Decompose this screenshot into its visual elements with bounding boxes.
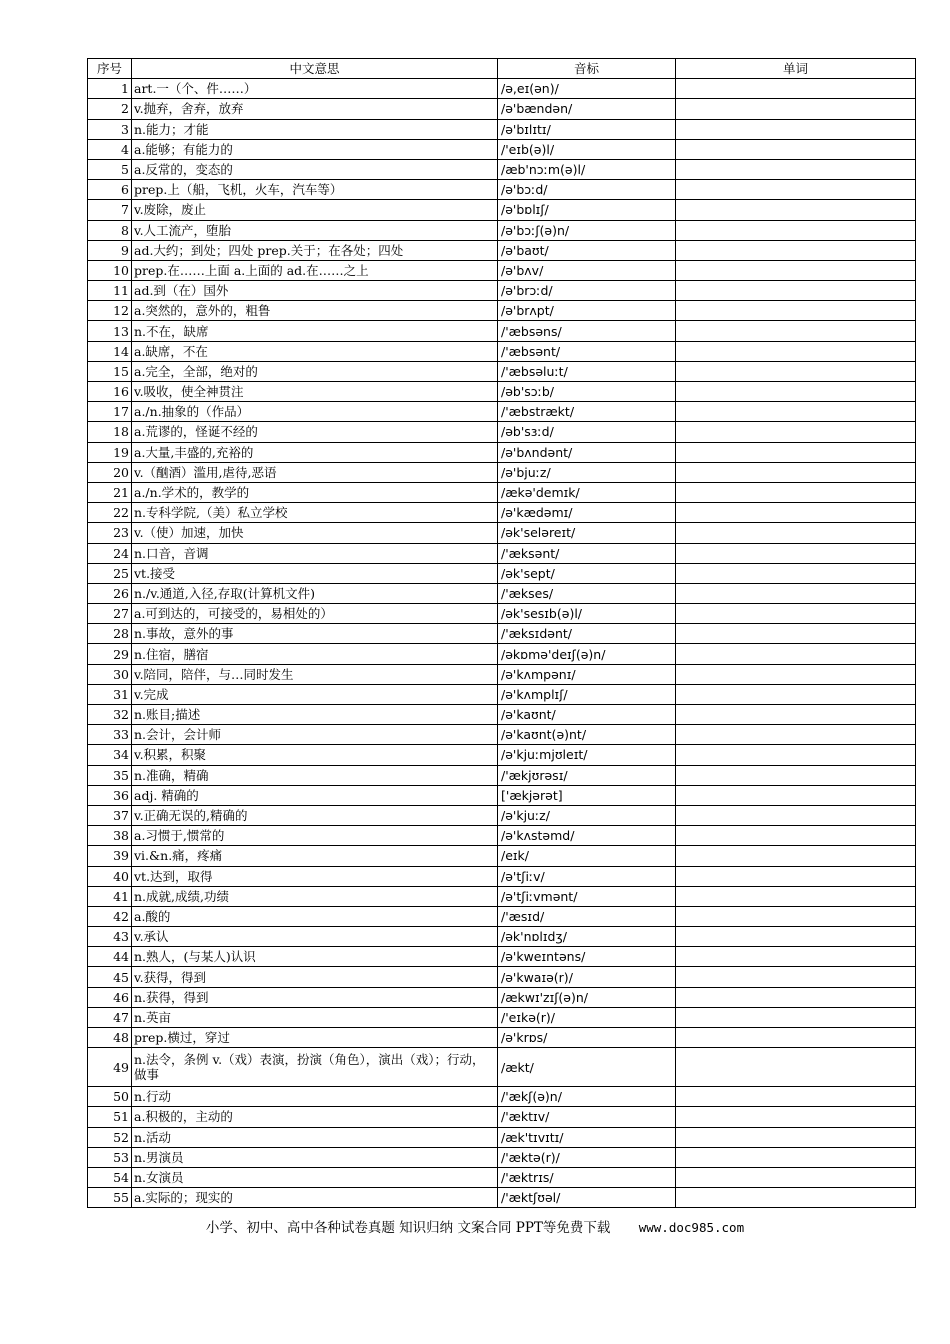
- table-row: [88, 826, 916, 846]
- row-number: 44: [88, 947, 132, 967]
- row-number: 52: [88, 1127, 132, 1147]
- table-body: [88, 79, 916, 1208]
- row-number: 27: [88, 604, 132, 624]
- row-meaning: a.突然的，意外的，粗鲁: [132, 301, 498, 321]
- row-meaning: n./v.通道,入径,存取(计算机文件): [132, 583, 498, 603]
- row-meaning: v.（使）加速，加快: [132, 523, 498, 543]
- row-number: 16: [88, 382, 132, 402]
- row-number: 55: [88, 1188, 132, 1208]
- row-phonetic: /'ækjʊrəsɪ/: [498, 765, 676, 785]
- row-phonetic: /ə'krɒs/: [498, 1028, 676, 1048]
- row-word-cell: [676, 503, 916, 523]
- row-phonetic: /ə'kʌstəmd/: [498, 826, 676, 846]
- row-number: 30: [88, 664, 132, 684]
- header-row: [88, 59, 916, 79]
- table-row: [88, 159, 916, 179]
- table-row: [88, 119, 916, 139]
- row-number: 33: [88, 725, 132, 745]
- row-word-cell: [676, 563, 916, 583]
- row-number: 29: [88, 644, 132, 664]
- row-number: 35: [88, 765, 132, 785]
- row-number: 13: [88, 321, 132, 341]
- row-meaning: n.男演员: [132, 1147, 498, 1167]
- table-row: [88, 805, 916, 825]
- row-word-cell: [676, 1188, 916, 1208]
- row-meaning: v.吸收，使全神贯注: [132, 382, 498, 402]
- row-word-cell: [676, 745, 916, 765]
- row-word-cell: [676, 159, 916, 179]
- row-phonetic: /'æksɪdənt/: [498, 624, 676, 644]
- table-row: [88, 846, 916, 866]
- row-number: 22: [88, 503, 132, 523]
- row-number: 40: [88, 866, 132, 886]
- table-row: [88, 382, 916, 402]
- row-meaning: n.行动: [132, 1087, 498, 1107]
- footer-url: www.doc985.com: [638, 1220, 745, 1235]
- row-word-cell: [676, 1048, 916, 1087]
- row-phonetic: /ə'tʃiːv/: [498, 866, 676, 886]
- row-meaning: v.完成: [132, 684, 498, 704]
- row-word-cell: [676, 705, 916, 725]
- table-row: [88, 139, 916, 159]
- table-row: [88, 604, 916, 624]
- row-phonetic: /'æktə(r)/: [498, 1147, 676, 1167]
- row-word-cell: [676, 725, 916, 745]
- row-meaning: a.可到达的，可接受的，易相处的）: [132, 604, 498, 624]
- row-word-cell: [676, 99, 916, 119]
- row-phonetic: /ək'seləreɪt/: [498, 523, 676, 543]
- row-phonetic: /æk'tɪvɪtɪ/: [498, 1127, 676, 1147]
- row-number: 43: [88, 927, 132, 947]
- table-row: [88, 462, 916, 482]
- table-row: [88, 1048, 916, 1087]
- header-meaning: 中文意思: [132, 59, 498, 79]
- table-row: [88, 361, 916, 381]
- row-word-cell: [676, 119, 916, 139]
- row-meaning: a.能够；有能力的: [132, 139, 498, 159]
- row-phonetic: /'ækʃ(ə)n/: [498, 1087, 676, 1107]
- row-word-cell: [676, 361, 916, 381]
- row-phonetic: /ækə'demɪk/: [498, 482, 676, 502]
- row-number: 18: [88, 422, 132, 442]
- table-row: [88, 442, 916, 462]
- row-word-cell: [676, 281, 916, 301]
- table-row: [88, 664, 916, 684]
- table-row: [88, 422, 916, 442]
- table-row: [88, 583, 916, 603]
- row-number: 15: [88, 361, 132, 381]
- row-phonetic: /'eɪkə(r)/: [498, 1007, 676, 1027]
- row-meaning: a.缺席，不在: [132, 341, 498, 361]
- row-meaning: v.抛弃，舍弃，放弃: [132, 99, 498, 119]
- row-word-cell: [676, 1007, 916, 1027]
- row-word-cell: [676, 906, 916, 926]
- row-number: 23: [88, 523, 132, 543]
- row-phonetic: /əb'sɜːd/: [498, 422, 676, 442]
- row-number: 34: [88, 745, 132, 765]
- row-phonetic: /ə'bɪlɪtɪ/: [498, 119, 676, 139]
- row-meaning: a.荒谬的，怪诞不经的: [132, 422, 498, 442]
- row-phonetic: /ə'kʌmplɪʃ/: [498, 684, 676, 704]
- row-word-cell: [676, 583, 916, 603]
- row-meaning: n.准确，精确: [132, 765, 498, 785]
- row-word-cell: [676, 947, 916, 967]
- row-word-cell: [676, 301, 916, 321]
- table-row: [88, 1028, 916, 1048]
- row-meaning: art.一（个、件……）: [132, 79, 498, 99]
- row-word-cell: [676, 180, 916, 200]
- row-number: 21: [88, 482, 132, 502]
- table-row: [88, 886, 916, 906]
- table-row: [88, 866, 916, 886]
- row-number: 17: [88, 402, 132, 422]
- row-meaning: n.获得，得到: [132, 987, 498, 1007]
- row-meaning: a.反常的，变态的: [132, 159, 498, 179]
- row-number: 46: [88, 987, 132, 1007]
- row-meaning: prep.横过，穿过: [132, 1028, 498, 1048]
- row-phonetic: /ə'kweɪntəns/: [498, 947, 676, 967]
- row-meaning: n.成就,成绩,功绩: [132, 886, 498, 906]
- row-meaning: n.能力；才能: [132, 119, 498, 139]
- row-meaning: n.女演员: [132, 1167, 498, 1187]
- row-word-cell: [676, 422, 916, 442]
- row-meaning: prep.在……上面 a.上面的 ad.在……之上: [132, 260, 498, 280]
- row-phonetic: /ə'baʊt/: [498, 240, 676, 260]
- row-word-cell: [676, 684, 916, 704]
- row-meaning: n.专科学院,（美）私立学校: [132, 503, 498, 523]
- table-row: [88, 644, 916, 664]
- row-phonetic: /'eɪb(ə)l/: [498, 139, 676, 159]
- row-meaning: v.（酗酒）滥用,虐待,恶语: [132, 462, 498, 482]
- row-number: 54: [88, 1167, 132, 1187]
- row-meaning: a.积极的，主动的: [132, 1107, 498, 1127]
- row-meaning: n.活动: [132, 1127, 498, 1147]
- table-row: [88, 503, 916, 523]
- table-row: [88, 684, 916, 704]
- table-row: [88, 906, 916, 926]
- row-number: 9: [88, 240, 132, 260]
- header-number: 序号: [88, 59, 132, 79]
- row-meaning: n.账目;描述: [132, 705, 498, 725]
- row-number: 49: [88, 1048, 132, 1087]
- row-meaning: vt.达到，取得: [132, 866, 498, 886]
- row-phonetic: /ə'brʌpt/: [498, 301, 676, 321]
- row-word-cell: [676, 1147, 916, 1167]
- row-phonetic: /ək'sesɪb(ə)l/: [498, 604, 676, 624]
- row-number: 20: [88, 462, 132, 482]
- table-row: [88, 321, 916, 341]
- row-meaning: n.口音，音调: [132, 543, 498, 563]
- table-row: [88, 967, 916, 987]
- row-word-cell: [676, 765, 916, 785]
- table-row: [88, 99, 916, 119]
- row-meaning: a.完全，全部，绝对的: [132, 361, 498, 381]
- row-number: 47: [88, 1007, 132, 1027]
- table-row: [88, 624, 916, 644]
- row-number: 37: [88, 805, 132, 825]
- table-row: [88, 987, 916, 1007]
- row-phonetic: /əkɒmə'deɪʃ(ə)n/: [498, 644, 676, 664]
- row-meaning: a./n.学术的，教学的: [132, 482, 498, 502]
- row-number: 26: [88, 583, 132, 603]
- row-number: 1: [88, 79, 132, 99]
- row-phonetic: /ək'nɒlɪdʒ/: [498, 927, 676, 947]
- row-word-cell: [676, 382, 916, 402]
- table-row: [88, 543, 916, 563]
- row-phonetic: /'æktrɪs/: [498, 1167, 676, 1187]
- page-footer: [0, 1216, 950, 1236]
- row-phonetic: /ə'kwaɪə(r)/: [498, 967, 676, 987]
- row-phonetic: /ækt/: [498, 1048, 676, 1087]
- row-meaning: n.不在，缺席: [132, 321, 498, 341]
- row-phonetic: /ə'bɒlɪʃ/: [498, 200, 676, 220]
- row-word-cell: [676, 1028, 916, 1048]
- row-number: 36: [88, 785, 132, 805]
- row-number: 4: [88, 139, 132, 159]
- row-meaning: adj. 精确的: [132, 785, 498, 805]
- row-meaning: v.承认: [132, 927, 498, 947]
- row-word-cell: [676, 826, 916, 846]
- row-word-cell: [676, 240, 916, 260]
- table-row: [88, 1087, 916, 1107]
- row-word-cell: [676, 967, 916, 987]
- row-number: 32: [88, 705, 132, 725]
- table-row: [88, 260, 916, 280]
- table-row: [88, 1107, 916, 1127]
- row-number: 31: [88, 684, 132, 704]
- row-word-cell: [676, 402, 916, 422]
- row-meaning: n.熟人，(与某人)认识: [132, 947, 498, 967]
- row-phonetic: /ək'sept/: [498, 563, 676, 583]
- row-word-cell: [676, 462, 916, 482]
- row-meaning: v.正确无误的,精确的: [132, 805, 498, 825]
- row-number: 5: [88, 159, 132, 179]
- table-row: [88, 281, 916, 301]
- table-row: [88, 301, 916, 321]
- row-meaning: vt.接受: [132, 563, 498, 583]
- row-meaning: vi.&n.痛，疼痛: [132, 846, 498, 866]
- row-number: 53: [88, 1147, 132, 1167]
- row-word-cell: [676, 1127, 916, 1147]
- row-phonetic: /eɪk/: [498, 846, 676, 866]
- row-phonetic: /ə'bændən/: [498, 99, 676, 119]
- row-number: 11: [88, 281, 132, 301]
- row-meaning: a.大量,丰盛的,充裕的: [132, 442, 498, 462]
- table-row: [88, 523, 916, 543]
- row-word-cell: [676, 1107, 916, 1127]
- row-number: 50: [88, 1087, 132, 1107]
- table-row: [88, 1167, 916, 1187]
- row-meaning: a./n.抽象的（作品）: [132, 402, 498, 422]
- row-word-cell: [676, 886, 916, 906]
- row-meaning: v.人工流产，堕胎: [132, 220, 498, 240]
- table-row: [88, 705, 916, 725]
- row-meaning: v.获得，得到: [132, 967, 498, 987]
- row-meaning: v.积累，积聚: [132, 745, 498, 765]
- row-number: 6: [88, 180, 132, 200]
- row-meaning: n.英亩: [132, 1007, 498, 1027]
- row-word-cell: [676, 604, 916, 624]
- row-meaning: ad.到（在）国外: [132, 281, 498, 301]
- table-row: [88, 1147, 916, 1167]
- row-meaning: v.陪同，陪伴，与…同时发生: [132, 664, 498, 684]
- row-word-cell: [676, 644, 916, 664]
- header-phonetic: 音标: [498, 59, 676, 79]
- row-word-cell: [676, 846, 916, 866]
- row-word-cell: [676, 805, 916, 825]
- row-phonetic: /ə'bʌndənt/: [498, 442, 676, 462]
- row-phonetic: /ə'kaʊnt/: [498, 705, 676, 725]
- table-row: [88, 482, 916, 502]
- table-row: [88, 785, 916, 805]
- row-number: 25: [88, 563, 132, 583]
- row-number: 42: [88, 906, 132, 926]
- row-phonetic: /ə'bjuːz/: [498, 462, 676, 482]
- row-phonetic: /əb'sɔːb/: [498, 382, 676, 402]
- row-phonetic: /'æbsənt/: [498, 341, 676, 361]
- header-word: 单词: [676, 59, 916, 79]
- row-word-cell: [676, 321, 916, 341]
- row-word-cell: [676, 523, 916, 543]
- row-meaning: a.习惯于,惯常的: [132, 826, 498, 846]
- row-word-cell: [676, 987, 916, 1007]
- row-meaning: n.会计，会计师: [132, 725, 498, 745]
- row-word-cell: [676, 624, 916, 644]
- row-number: 12: [88, 301, 132, 321]
- row-phonetic: /ə'bʌv/: [498, 260, 676, 280]
- table-row: [88, 200, 916, 220]
- row-meaning: a.酸的: [132, 906, 498, 926]
- row-phonetic: /ækwɪ'zɪʃ(ə)n/: [498, 987, 676, 1007]
- table-row: [88, 563, 916, 583]
- row-word-cell: [676, 543, 916, 563]
- row-word-cell: [676, 139, 916, 159]
- row-word-cell: [676, 1087, 916, 1107]
- row-number: 51: [88, 1107, 132, 1127]
- table-row: [88, 1188, 916, 1208]
- footer-text: 小学、初中、高中各种试卷真题 知识归纳 文案合同 PPT等免费下载: [205, 1220, 611, 1236]
- row-word-cell: [676, 79, 916, 99]
- row-phonetic: /ə'kjuːmjʊleɪt/: [498, 745, 676, 765]
- row-word-cell: [676, 927, 916, 947]
- table-row: [88, 341, 916, 361]
- row-phonetic: /ə'kjuːz/: [498, 805, 676, 825]
- row-word-cell: [676, 866, 916, 886]
- row-phonetic: /'æktʃʊəl/: [498, 1188, 676, 1208]
- table-row: [88, 927, 916, 947]
- table-row: [88, 725, 916, 745]
- row-word-cell: [676, 260, 916, 280]
- row-number: 39: [88, 846, 132, 866]
- vocabulary-table: [87, 58, 916, 1208]
- row-word-cell: [676, 1167, 916, 1187]
- table-row: [88, 745, 916, 765]
- row-number: 19: [88, 442, 132, 462]
- row-phonetic: /ə'bɔːd/: [498, 180, 676, 200]
- row-phonetic: /ə'brɔːd/: [498, 281, 676, 301]
- row-number: 3: [88, 119, 132, 139]
- table-row: [88, 947, 916, 967]
- row-phonetic: /'æbsəluːt/: [498, 361, 676, 381]
- table-row: [88, 402, 916, 422]
- row-meaning: n.事故，意外的事: [132, 624, 498, 644]
- row-phonetic: /'æsɪd/: [498, 906, 676, 926]
- row-phonetic: /ə'tʃiːvmənt/: [498, 886, 676, 906]
- row-number: 28: [88, 624, 132, 644]
- row-phonetic: /'ækses/: [498, 583, 676, 603]
- row-word-cell: [676, 442, 916, 462]
- row-number: 7: [88, 200, 132, 220]
- row-word-cell: [676, 482, 916, 502]
- row-phonetic: /ə'kʌmpənɪ/: [498, 664, 676, 684]
- table-row: [88, 79, 916, 99]
- row-meaning: n.住宿，膳宿: [132, 644, 498, 664]
- row-number: 45: [88, 967, 132, 987]
- row-phonetic: /ə'bɔːʃ(ə)n/: [498, 220, 676, 240]
- row-phonetic: ['ækjərət]: [498, 785, 676, 805]
- row-number: 2: [88, 99, 132, 119]
- row-phonetic: /æb'nɔːm(ə)l/: [498, 159, 676, 179]
- row-number: 24: [88, 543, 132, 563]
- row-phonetic: /ə'kædəmɪ/: [498, 503, 676, 523]
- row-meaning: v.废除，废止: [132, 200, 498, 220]
- row-phonetic: /'æbsəns/: [498, 321, 676, 341]
- row-phonetic: /'æbstrækt/: [498, 402, 676, 422]
- row-meaning: prep.上（船，飞机，火车，汽车等）: [132, 180, 498, 200]
- table-row: [88, 765, 916, 785]
- row-number: 48: [88, 1028, 132, 1048]
- table-row: [88, 1127, 916, 1147]
- row-number: 41: [88, 886, 132, 906]
- row-word-cell: [676, 785, 916, 805]
- table-row: [88, 1007, 916, 1027]
- row-number: 14: [88, 341, 132, 361]
- row-phonetic: /'æksənt/: [498, 543, 676, 563]
- row-word-cell: [676, 341, 916, 361]
- row-number: 10: [88, 260, 132, 280]
- table-row: [88, 240, 916, 260]
- row-phonetic: /'æktɪv/: [498, 1107, 676, 1127]
- row-meaning: n.法令，条例 v.（戏）表演，扮演（角色），演出（戏）；行动，做事: [132, 1048, 498, 1087]
- row-phonetic: /ə,eɪ(ən)/: [498, 79, 676, 99]
- row-meaning: ad.大约；到处；四处 prep.关于；在各处；四处: [132, 240, 498, 260]
- row-meaning: a.实际的；现实的: [132, 1188, 498, 1208]
- row-word-cell: [676, 220, 916, 240]
- table-row: [88, 220, 916, 240]
- row-phonetic: /ə'kaʊnt(ə)nt/: [498, 725, 676, 745]
- row-number: 8: [88, 220, 132, 240]
- row-number: 38: [88, 826, 132, 846]
- row-word-cell: [676, 200, 916, 220]
- table-row: [88, 180, 916, 200]
- row-word-cell: [676, 664, 916, 684]
